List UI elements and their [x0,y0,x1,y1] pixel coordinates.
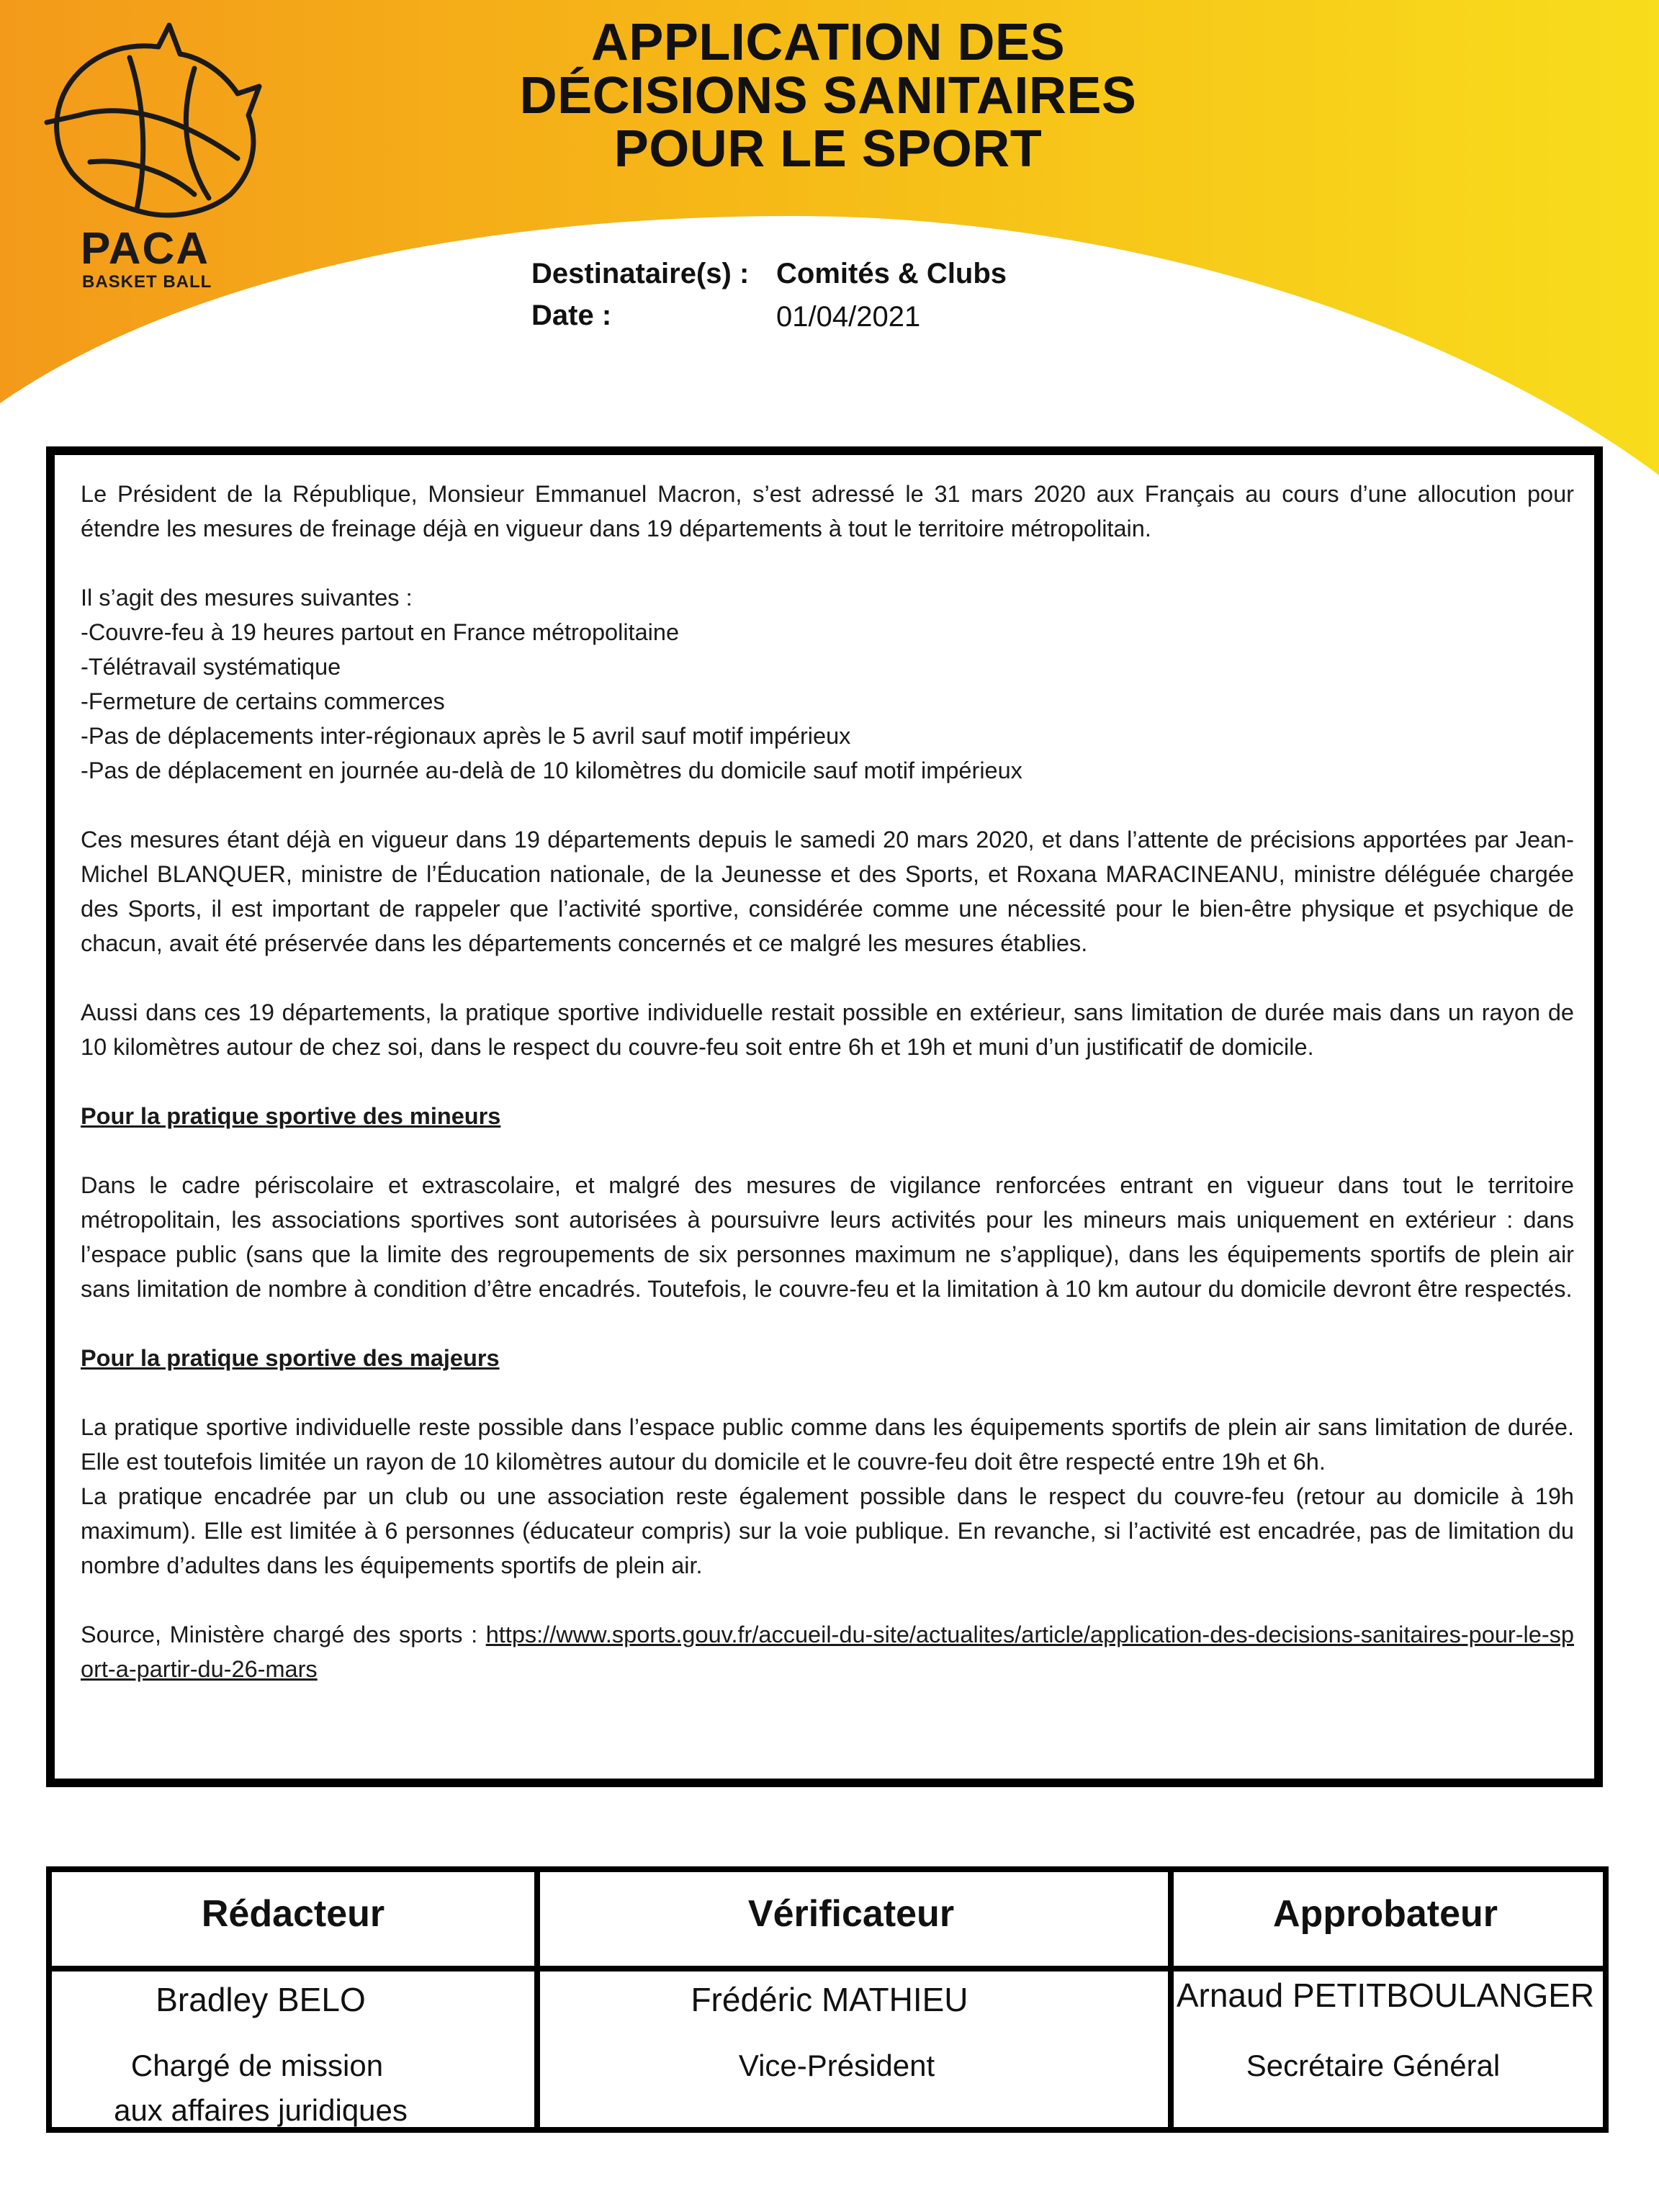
context-paragraph: Ces mesures étant déjà en vigueur dans 19 départements depuis le samedi 20 mars 2020, et dans l’attente de précisions apportées par Jean-Michel BLANQUER, ministre de l’Éducation nationale, de la Jeunesse et des Sports, et Roxana MARACINEANU, ministre déléguée chargée des Sports, il est important de rappeler que l’activité sportive, considérée comme une nécessité pour le bien-être physique et psychique de chacun, avait été préservée dans les départements concernés et ce malgré les mesures établies. [81,827,1574,956]
date-label: Date : [531,300,612,331]
approver-role-line: Secrétaire Général [1246,2049,1501,2082]
author-role [52,2044,462,2133]
paca-basketball-logo [22,14,281,302]
adults-heading: Pour la pratique sportive des majeurs [81,1345,500,1371]
verifier-name: Frédéric MATHIEU [691,1981,968,2018]
measure-item: -Couvre-feu à 19 heures partout en France métropolitaine [81,619,680,645]
logo-tagline: BASKET BALL [82,272,212,292]
source-link[interactable]: https://www.sports.gouv.fr/accueil-du-site/actualites/article/application-des-decisions-sanitaires-pour-le-sport-a-partir-du-26-mars [81,1622,1574,1682]
minors-heading: Pour la pratique sportive des mineurs [81,1103,501,1129]
verifier-header: Vérificateur [747,1893,955,1935]
verifier-role-line: Vice-Président [738,2049,935,2082]
approver-name: Arnaud PETITBOULANGER [1176,1977,1595,2014]
title-line-1: APPLICATION DES [590,14,1066,71]
measure-item: -Télétravail systématique [81,654,341,680]
adults-paragraph-2: La pratique encadrée par un club ou une association reste également possible dans le respect du couvre-feu (retour au domicile à 19h maximum). Elle est limitée à 6 personnes (éducateur compris) sur la voie publique. En revanche, si l’activité est encadrée, pas de limitation du nombre d’adultes dans les équipements sportifs de plein air. [81,1483,1574,1578]
intro-paragraph: Le Président de la République, Monsieur Emmanuel Macron, s’est adressé le 31 mars 2020 aux Français au cours d’une allocution pour étendre les mesures de freinage déjà en vigueur dans 19 départements à tout le territoire métropolitain. [81,481,1574,541]
minors-paragraph: Dans le cadre périscolaire et extrascolaire, et malgré des mesures de vigilance renforcées entrant en vigueur dans tout le territoire métropolitain, les associations sportives sont autorisées à poursuivre leurs activités pour les mineurs mais uniquement en extérieur : dans l’espace public (sans que la limite des regroupements de six personnes maximum ne s’applique), dans les équipements sportifs de plein air sans limitation de nombre à condition d’être encadrés. Toutefois, le couvre-feu et la limitation à 10 km autour du domicile devront être respectés. [81,1172,1574,1302]
departments-paragraph: Aussi dans ces 19 départements, la pratique sportive individuelle restait possible en extérieur, sans limitation de durée mais dans un rayon de 10 kilomètres autour de chez soi, dans le respect du couvre-feu soit entre 6h et 19h et muni d’un justificatif de domicile. [81,999,1574,1060]
logo-text: PACA [81,224,210,274]
verifier-role [534,2044,1139,2088]
adults-paragraph-1: La pratique sportive individuelle reste possible dans l’espace public comme dans les équipements sportifs de plein air sans limitation de durée. Elle est toutefois limitée un rayon de 10 kilomètres autour du domicile et le couvre-feu doit être respecté entre 19h et 6h. [81,1414,1574,1475]
document-title [432,16,1224,176]
table-header-divider [52,1966,1603,1972]
measure-item: -Pas de déplacements inter-régionaux après le 5 avril sauf motif impérieux [81,723,851,749]
approver-header: Approbateur [1273,1893,1498,1935]
recipients-value: Comités & Clubs [776,258,1007,289]
title-line-3: POUR LE SPORT [613,120,1043,178]
date-value: 01/04/2021 [776,301,921,333]
content-body [81,477,1574,1686]
source-paragraph [81,1617,1574,1686]
title-line-2: DÉCISIONS SANITAIRES [519,67,1137,125]
measure-item: -Pas de déplacement en journée au-delà de 10 kilomètres du domicile sauf motif impérieux [81,757,1022,783]
approver-role [1168,2044,1578,2088]
author-name: Bradley BELO [156,1981,366,2018]
source-label: Source, Ministère chargé des sports : [81,1622,486,1647]
author-role-line: aux affaires juridiques [114,2093,408,2127]
measures-intro: Il s’agit des mesures suivantes : [81,585,413,611]
basketball-leaf-icon [22,14,281,230]
author-header: Rédacteur [201,1893,385,1935]
author-role-line: Chargé de mission [130,2049,384,2082]
recipients-label: Destinataire(s) : [531,258,750,289]
measure-item: -Fermeture de certains commerces [81,688,445,714]
